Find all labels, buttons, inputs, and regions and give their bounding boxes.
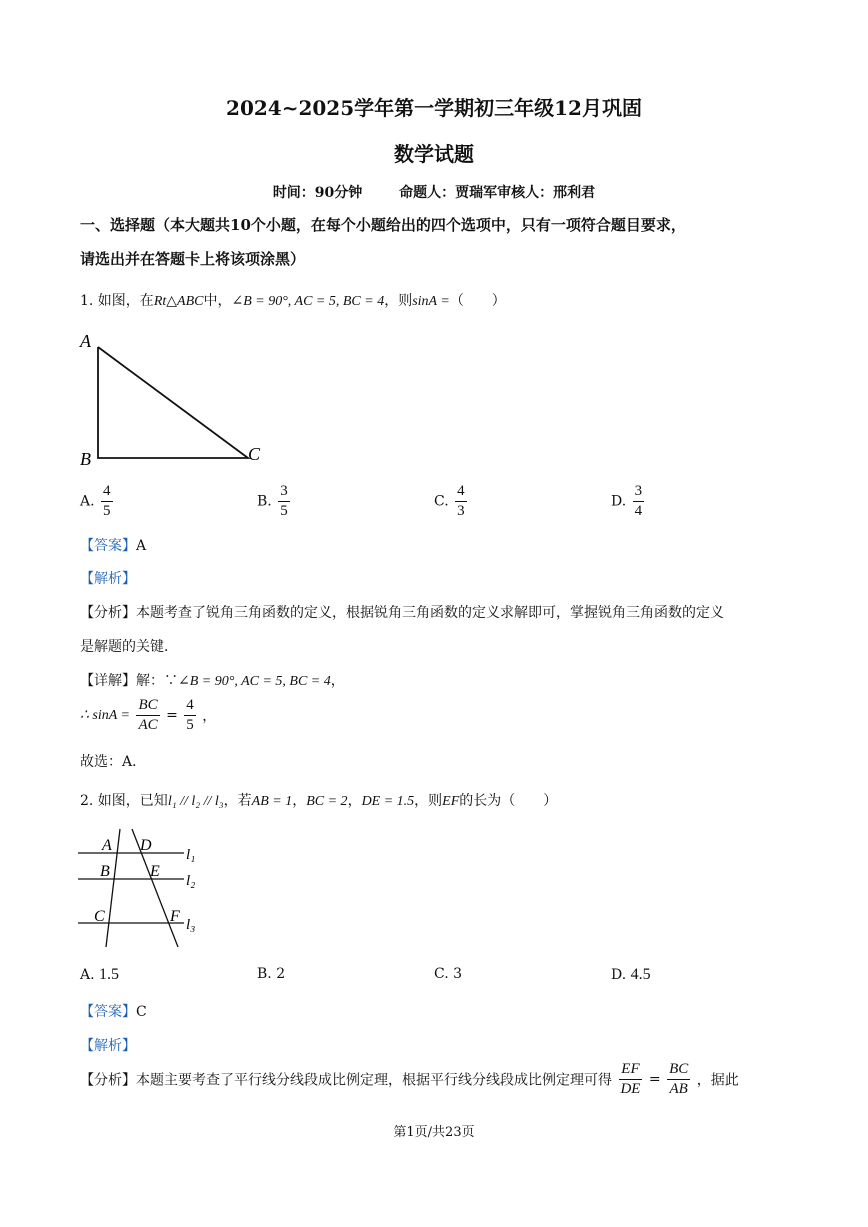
option-label: D. bbox=[611, 493, 627, 510]
q2-label-c: C bbox=[94, 908, 105, 925]
q1-option-d[interactable] bbox=[611, 482, 646, 521]
frac-num: BC bbox=[667, 1060, 690, 1080]
frac-num: 3 bbox=[278, 482, 290, 502]
frac-num: EF bbox=[619, 1060, 641, 1080]
fenxi-text: 本题主要考查了平行线分线段成比例定理，根据平行线分线段成比例定理可得 bbox=[136, 1072, 612, 1089]
fenxi-text: 本题考查了锐角三角函数的定义，根据锐角三角函数的定义求解即可，掌握锐角三角函数的定义 bbox=[136, 605, 724, 621]
option-label: B. bbox=[257, 966, 272, 982]
q2-fenxi-line1 bbox=[80, 1060, 739, 1099]
answer-value: A bbox=[136, 538, 147, 554]
option-label: C. bbox=[434, 493, 449, 510]
detail-math: ∠B = 90°, AC = 5, BC = 4 bbox=[178, 674, 331, 689]
q1-triangle: Rt△ABC bbox=[153, 294, 204, 309]
section-heading-line1: 一、选择题（本大题共10个小题，在每个小题给出的四个选项中，只有一项符合题目要求， bbox=[80, 216, 686, 234]
equals: = bbox=[648, 1071, 661, 1088]
q2-label-e: E bbox=[150, 863, 160, 880]
option-label: A. bbox=[80, 967, 95, 983]
q2-option-d[interactable] bbox=[611, 966, 651, 984]
q2-label-l1: l₁ bbox=[186, 847, 196, 863]
q2-label-d: D bbox=[140, 837, 152, 854]
option-fraction bbox=[455, 482, 467, 521]
answer-tag: 【答案】 bbox=[80, 1004, 136, 1020]
frac-den: 5 bbox=[103, 502, 111, 519]
exam-author: 命题人：贾瑞军审核人：邢利君 bbox=[399, 185, 596, 201]
q2-de: DE = 1.5 bbox=[361, 794, 415, 809]
frac-den: AC bbox=[138, 716, 158, 733]
detail-comma: ， bbox=[202, 708, 217, 725]
frac-num: 4 bbox=[184, 696, 196, 716]
q2-ab: AB = 1 bbox=[251, 794, 293, 809]
q1-detail-line2 bbox=[80, 696, 216, 735]
q1-stem bbox=[80, 290, 506, 310]
q2-analysis-tag: 【解析】 bbox=[80, 1038, 136, 1054]
exam-title: 2024~2025学年第一学期初三年级12月巩固 bbox=[226, 96, 642, 120]
q1-number: 1. 如图，在 bbox=[80, 293, 154, 309]
exam-time: 时间：90分钟 bbox=[272, 185, 363, 201]
q1-label-c: C bbox=[248, 444, 261, 464]
fenxi-text-end: ，据此 bbox=[696, 1072, 739, 1089]
q2-text: ，则 bbox=[414, 793, 443, 809]
option-fraction bbox=[101, 482, 113, 521]
option-label: D. bbox=[611, 967, 627, 983]
q1-option-c[interactable] bbox=[434, 482, 469, 521]
q2-option-b[interactable] bbox=[257, 966, 285, 982]
option-label: C. bbox=[434, 966, 449, 982]
option-label: A. bbox=[80, 493, 95, 510]
q1-analysis-tag: 【解析】 bbox=[80, 571, 136, 587]
detail-fraction-2 bbox=[184, 696, 196, 735]
frac-den: AB bbox=[669, 1080, 688, 1097]
detail-fraction-1 bbox=[136, 696, 159, 735]
q1-triangle-figure bbox=[76, 330, 276, 470]
q1-answer bbox=[80, 535, 146, 555]
q1-fenxi-line2: 是解题的关键． bbox=[80, 639, 178, 655]
q2-option-c[interactable] bbox=[434, 966, 462, 982]
q2-label-l2: l₂ bbox=[186, 873, 196, 889]
answer-tag: 【答案】 bbox=[80, 538, 136, 554]
q2-bc: BC = 2 bbox=[306, 794, 348, 809]
frac-den: 5 bbox=[280, 502, 288, 519]
frac-num: BC bbox=[136, 696, 159, 716]
q2-label-b: B bbox=[100, 863, 110, 880]
q1-option-a[interactable] bbox=[80, 482, 115, 521]
q2-lines: l₁ // l₂ // l₃ bbox=[167, 794, 224, 809]
q1-label-a: A bbox=[80, 331, 91, 351]
q2-answer bbox=[80, 1001, 147, 1021]
option-label: B. bbox=[257, 493, 272, 510]
frac-den: 5 bbox=[186, 716, 194, 733]
page-footer: 第1页/共23页 bbox=[393, 1125, 475, 1140]
exam-subtitle: 数学试题 bbox=[394, 142, 474, 166]
q2-label-a: A bbox=[102, 837, 112, 854]
option-value: 2 bbox=[276, 966, 286, 982]
fenxi-tag: 【分析】 bbox=[80, 605, 136, 621]
option-value: 3 bbox=[453, 966, 463, 982]
fenxi-fraction-2 bbox=[667, 1060, 690, 1099]
q1-choose: 故选：A． bbox=[80, 754, 147, 770]
fenxi-fraction-1 bbox=[618, 1060, 642, 1099]
q1-label-b: B bbox=[80, 449, 91, 469]
fenxi-tag: 【分析】 bbox=[80, 1072, 136, 1089]
frac-num: 4 bbox=[101, 482, 113, 502]
section-heading-line2: 请选出并在答题卡上将该项涂黑） bbox=[80, 250, 306, 268]
q2-label-l3: l₃ bbox=[186, 917, 196, 933]
q1-condition: ∠B = 90°, AC = 5, BC = 4 bbox=[231, 294, 385, 309]
q2-text: ， bbox=[347, 793, 362, 809]
frac-num: 4 bbox=[455, 482, 467, 502]
option-value: 4.5 bbox=[630, 966, 651, 983]
q2-ef: EF bbox=[442, 794, 460, 809]
option-value: 1.5 bbox=[99, 966, 120, 983]
exam-meta bbox=[0, 182, 868, 202]
q2-stem bbox=[80, 790, 557, 810]
q2-text: ，若 bbox=[223, 793, 252, 809]
q2-parallel-lines-figure bbox=[76, 825, 216, 955]
q2-option-a[interactable] bbox=[80, 966, 119, 984]
q1-text: 中， bbox=[203, 293, 232, 309]
q1-sin: sinA = bbox=[412, 294, 450, 309]
q2-number: 2. 如图，已知 bbox=[80, 793, 168, 809]
q2-text: 的长为（ ） bbox=[459, 793, 558, 809]
frac-den: 3 bbox=[457, 502, 465, 519]
q1-paren: （ ） bbox=[449, 293, 506, 309]
q2-label-f: F bbox=[170, 908, 180, 925]
frac-den: DE bbox=[620, 1080, 641, 1097]
option-fraction bbox=[278, 482, 290, 521]
detail-comma: ， bbox=[330, 673, 345, 689]
q1-fenxi-line1 bbox=[80, 602, 724, 622]
detail-sin: ∴ sinA = bbox=[80, 707, 130, 723]
equals: = bbox=[166, 707, 178, 724]
detail-tag: 【详解】 bbox=[80, 673, 136, 689]
q2-text: ， bbox=[292, 793, 307, 809]
frac-den: 4 bbox=[634, 502, 643, 519]
q1-detail-line1 bbox=[80, 670, 345, 690]
q1-option-b[interactable] bbox=[257, 482, 292, 521]
frac-num: 3 bbox=[633, 482, 645, 502]
option-fraction bbox=[633, 482, 645, 521]
detail-text: 解：∵ bbox=[136, 673, 178, 689]
answer-value: C bbox=[136, 1004, 147, 1020]
q1-text2: ，则 bbox=[384, 293, 413, 309]
